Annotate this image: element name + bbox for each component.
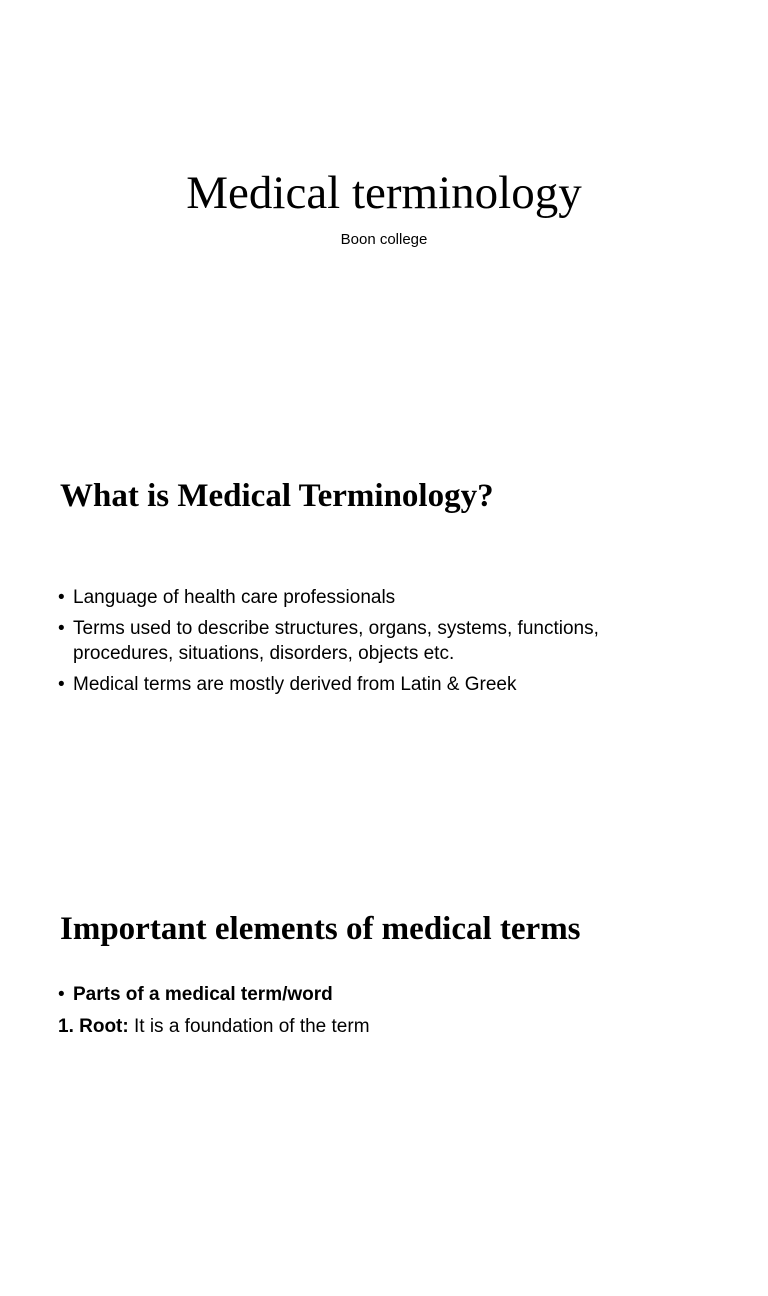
numbered-item-text: It is a foundation of the term (128, 1016, 370, 1037)
slide-heading: Important elements of medical terms (60, 911, 581, 947)
presentation-title: Medical terminology (186, 167, 582, 219)
bullet-item (58, 616, 698, 666)
bullet-item (58, 585, 698, 610)
bullet-text: Medical terms are mostly derived from Latin & Greek (73, 674, 517, 695)
bullet-list (58, 585, 698, 703)
bullet-icon: • (58, 618, 65, 639)
bullet-text: Parts of a medical term/word (73, 984, 333, 1005)
bullet-icon: • (58, 674, 65, 695)
numbered-item-label: 1. Root: (58, 1016, 129, 1037)
bullet-icon: • (58, 984, 65, 1005)
slide-heading: What is Medical Terminology? (60, 478, 494, 514)
title-slide (0, 0, 768, 432)
definition-slide (0, 432, 768, 864)
numbered-item (58, 1014, 370, 1039)
bullet-icon: • (58, 587, 65, 608)
bullet-text: Terms used to describe structures, organs, systems, functions, procedures, situations, disorders, objects etc. (73, 618, 599, 664)
presentation-subtitle: Boon college (340, 231, 428, 248)
elements-slide (0, 864, 768, 1296)
bullet-item (58, 672, 698, 697)
bullet-item (58, 982, 698, 1007)
bullet-list (58, 982, 698, 1013)
bullet-text: Language of health care professionals (73, 587, 396, 608)
